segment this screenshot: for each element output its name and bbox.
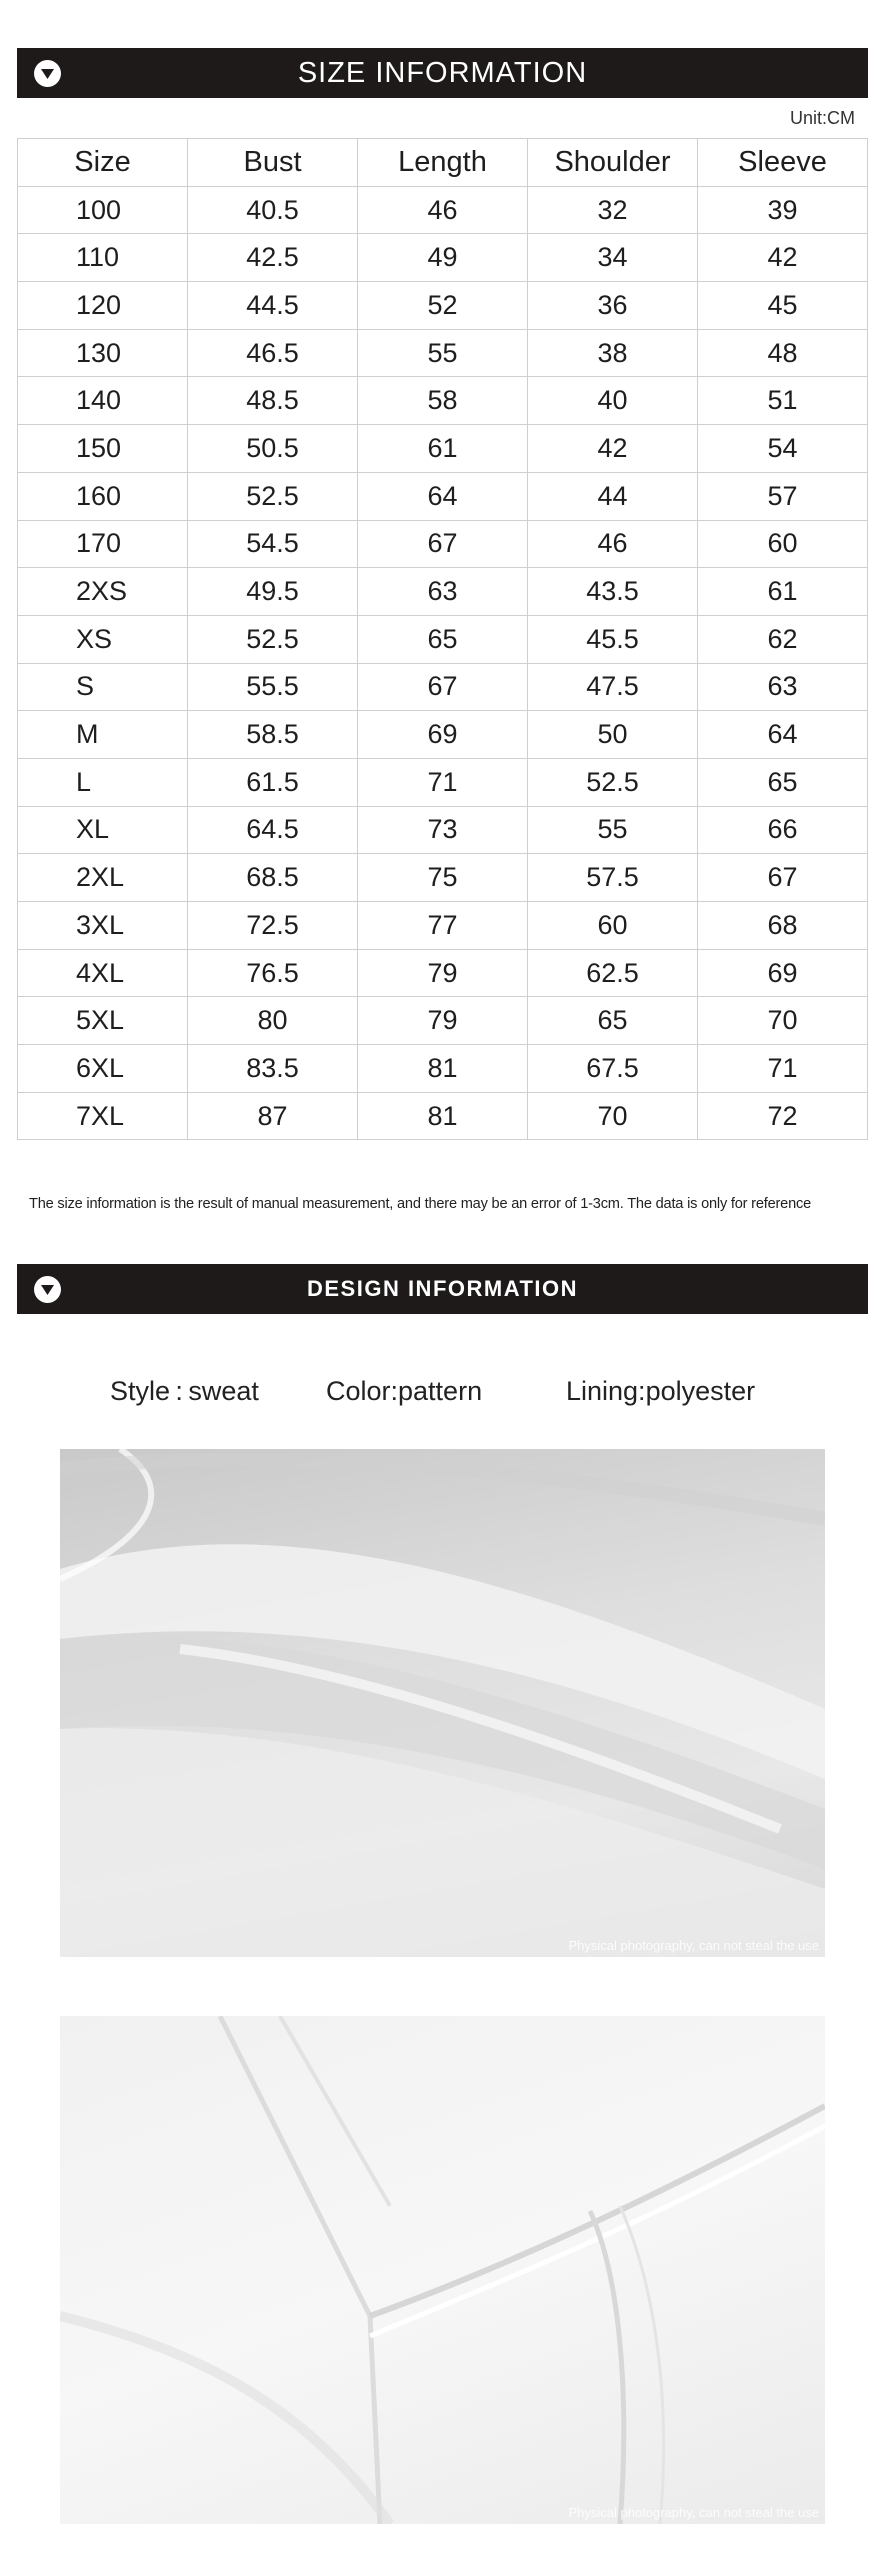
cell-length: 79: [358, 997, 528, 1045]
cell-size: 5XL: [18, 997, 188, 1045]
table-row: [18, 902, 868, 950]
cell-shoulder: 52.5: [528, 758, 698, 806]
cell-shoulder: 32: [528, 186, 698, 234]
cell-size: 6XL: [18, 1045, 188, 1093]
design-information-title: DESIGN INFORMATION: [306, 1276, 579, 1301]
cell-sleeve: 57: [698, 472, 868, 520]
cell-sleeve: 69: [698, 949, 868, 997]
cell-length: 55: [358, 329, 528, 377]
table-row: [18, 663, 868, 711]
cell-length: 67: [358, 520, 528, 568]
table-row: [18, 1045, 868, 1093]
cell-size: 4XL: [18, 949, 188, 997]
photo-watermark: Physical photography, can not steal the use: [568, 2505, 819, 2520]
cell-bust: 52.5: [188, 472, 358, 520]
cell-length: 69: [358, 711, 528, 759]
cell-shoulder: 42: [528, 425, 698, 473]
cell-length: 64: [358, 472, 528, 520]
table-row: [18, 758, 868, 806]
table-row: [18, 997, 868, 1045]
design-information-banner: [17, 1264, 868, 1314]
cell-bust: 64.5: [188, 806, 358, 854]
cell-size: M: [18, 711, 188, 759]
cell-shoulder: 38: [528, 329, 698, 377]
size-information-banner: [17, 48, 868, 98]
table-row: [18, 949, 868, 997]
cell-bust: 87: [188, 1092, 358, 1140]
table-row: [18, 425, 868, 473]
cell-length: 49: [358, 234, 528, 282]
style-spec: Style : sweat: [110, 1376, 259, 1406]
fabric-photo-1: [60, 1449, 825, 1957]
color-spec: Color:pattern: [326, 1376, 483, 1406]
cell-sleeve: 63: [698, 663, 868, 711]
cell-size: S: [18, 663, 188, 711]
photo-watermark: Physical photography, can not steal the use: [568, 1938, 819, 1953]
column-header-length: Length: [358, 139, 528, 187]
cell-bust: 58.5: [188, 711, 358, 759]
table-row: [18, 520, 868, 568]
cell-length: 71: [358, 758, 528, 806]
cell-length: 65: [358, 615, 528, 663]
cell-shoulder: 44: [528, 472, 698, 520]
table-row: [18, 854, 868, 902]
cell-shoulder: 43.5: [528, 568, 698, 616]
cell-sleeve: 51: [698, 377, 868, 425]
cell-bust: 55.5: [188, 663, 358, 711]
cell-shoulder: 45.5: [528, 615, 698, 663]
table-row: [18, 806, 868, 854]
cell-length: 75: [358, 854, 528, 902]
cell-bust: 80: [188, 997, 358, 1045]
cell-length: 79: [358, 949, 528, 997]
cell-sleeve: 39: [698, 186, 868, 234]
cell-sleeve: 68: [698, 902, 868, 950]
unit-label: Unit:CM: [789, 108, 855, 128]
column-header-bust: Bust: [188, 139, 358, 187]
cell-sleeve: 71: [698, 1045, 868, 1093]
cell-shoulder: 62.5: [528, 949, 698, 997]
table-row: [18, 329, 868, 377]
table-row: [18, 615, 868, 663]
cell-sleeve: 48: [698, 329, 868, 377]
cell-sleeve: 64: [698, 711, 868, 759]
cell-size: 120: [18, 282, 188, 330]
cell-size: 3XL: [18, 902, 188, 950]
cell-length: 61: [358, 425, 528, 473]
cell-size: 160: [18, 472, 188, 520]
cell-bust: 52.5: [188, 615, 358, 663]
cell-size: 2XL: [18, 854, 188, 902]
cell-sleeve: 60: [698, 520, 868, 568]
cell-bust: 48.5: [188, 377, 358, 425]
cell-bust: 72.5: [188, 902, 358, 950]
measurement-note: The size information is the result of manual measurement, and there may be an error of 1-3cm. The data is only for reference: [29, 1196, 812, 1212]
cell-sleeve: 42: [698, 234, 868, 282]
cell-length: 46: [358, 186, 528, 234]
cell-length: 58: [358, 377, 528, 425]
cell-bust: 50.5: [188, 425, 358, 473]
cell-shoulder: 46: [528, 520, 698, 568]
cell-size: L: [18, 758, 188, 806]
cell-bust: 68.5: [188, 854, 358, 902]
cell-shoulder: 70: [528, 1092, 698, 1140]
cell-size: 140: [18, 377, 188, 425]
cell-shoulder: 50: [528, 711, 698, 759]
cell-size: 150: [18, 425, 188, 473]
table-row: [18, 1092, 868, 1140]
cell-sleeve: 66: [698, 806, 868, 854]
cell-shoulder: 67.5: [528, 1045, 698, 1093]
cell-shoulder: 47.5: [528, 663, 698, 711]
cell-shoulder: 34: [528, 234, 698, 282]
cell-shoulder: 36: [528, 282, 698, 330]
cell-size: XL: [18, 806, 188, 854]
cell-sleeve: 54: [698, 425, 868, 473]
cell-sleeve: 70: [698, 997, 868, 1045]
size-information-title: SIZE INFORMATION: [297, 57, 588, 89]
cell-bust: 49.5: [188, 568, 358, 616]
table-row: [18, 282, 868, 330]
column-header-size: Size: [18, 139, 188, 187]
cell-length: 67: [358, 663, 528, 711]
lining-spec: Lining:polyester: [566, 1376, 756, 1406]
table-row: [18, 234, 868, 282]
cell-bust: 42.5: [188, 234, 358, 282]
column-header-shoulder: Shoulder: [528, 139, 698, 187]
table-row: [18, 711, 868, 759]
cell-bust: 44.5: [188, 282, 358, 330]
cell-bust: 61.5: [188, 758, 358, 806]
cell-shoulder: 40: [528, 377, 698, 425]
cell-size: 110: [18, 234, 188, 282]
table-row: [18, 568, 868, 616]
cell-size: 130: [18, 329, 188, 377]
cell-length: 81: [358, 1045, 528, 1093]
cell-length: 52: [358, 282, 528, 330]
table-row: [18, 186, 868, 234]
cell-bust: 40.5: [188, 186, 358, 234]
table-row: [18, 377, 868, 425]
cell-sleeve: 61: [698, 568, 868, 616]
cell-size: 7XL: [18, 1092, 188, 1140]
cell-length: 77: [358, 902, 528, 950]
table-row: [18, 472, 868, 520]
cell-bust: 46.5: [188, 329, 358, 377]
cell-size: 170: [18, 520, 188, 568]
fabric-photo-2: [60, 2016, 825, 2524]
cell-shoulder: 60: [528, 902, 698, 950]
cell-sleeve: 45: [698, 282, 868, 330]
cell-length: 73: [358, 806, 528, 854]
cell-shoulder: 65: [528, 997, 698, 1045]
cell-length: 81: [358, 1092, 528, 1140]
cell-bust: 83.5: [188, 1045, 358, 1093]
cell-sleeve: 67: [698, 854, 868, 902]
cell-length: 63: [358, 568, 528, 616]
cell-bust: 76.5: [188, 949, 358, 997]
cell-bust: 54.5: [188, 520, 358, 568]
cell-shoulder: 55: [528, 806, 698, 854]
size-table: [17, 138, 868, 1140]
size-table-body: [18, 186, 868, 1140]
cell-sleeve: 62: [698, 615, 868, 663]
cell-sleeve: 65: [698, 758, 868, 806]
table-header-row: [18, 139, 868, 187]
cell-sleeve: 72: [698, 1092, 868, 1140]
cell-size: XS: [18, 615, 188, 663]
cell-size: 2XS: [18, 568, 188, 616]
cell-shoulder: 57.5: [528, 854, 698, 902]
cell-size: 100: [18, 186, 188, 234]
column-header-sleeve: Sleeve: [698, 139, 868, 187]
